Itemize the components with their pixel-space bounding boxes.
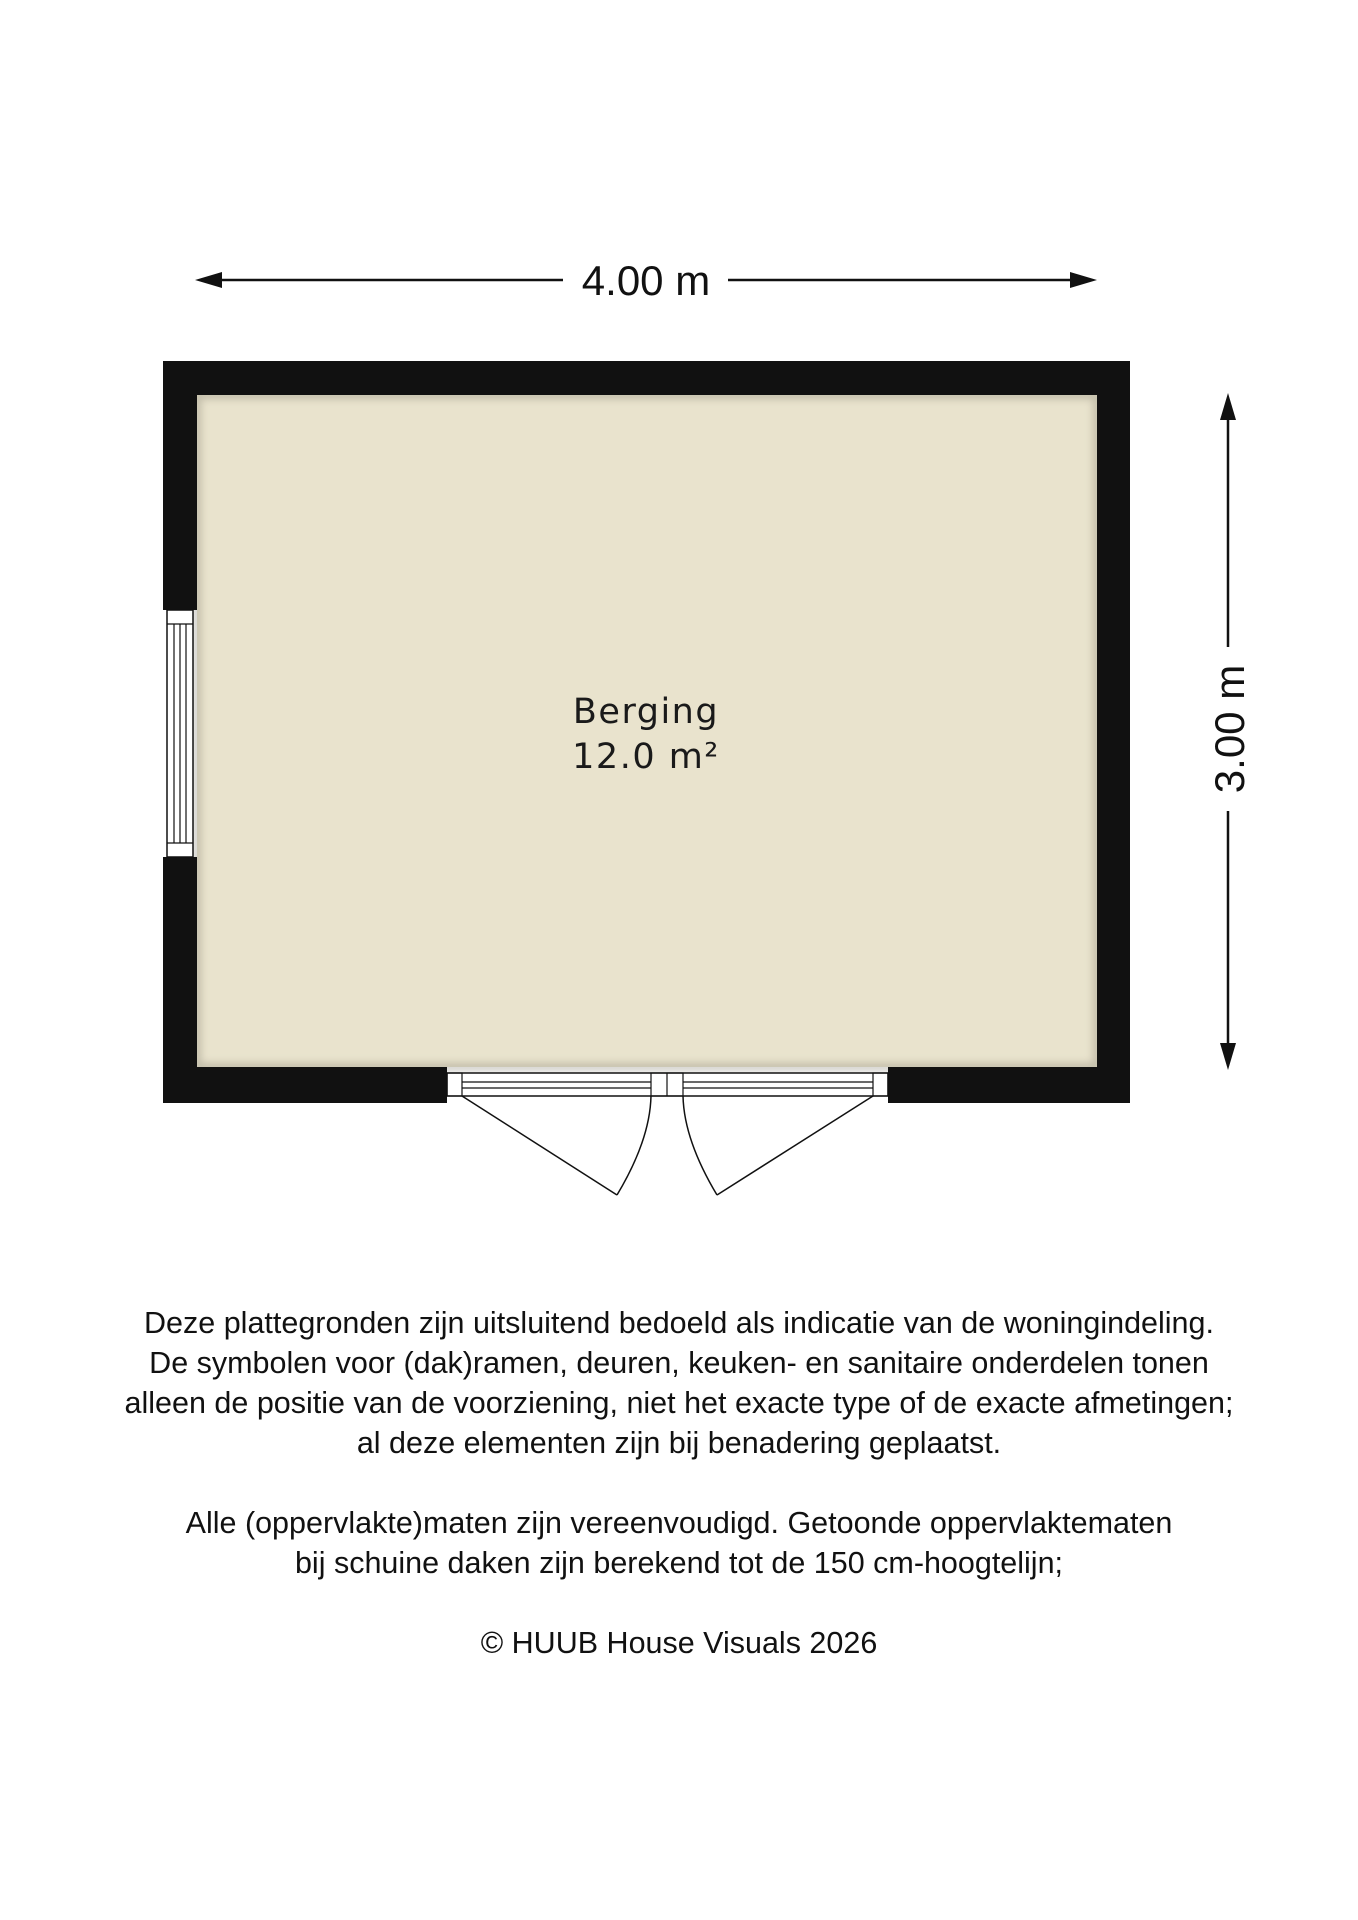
door-leaf-left bbox=[462, 1096, 617, 1195]
disclaimer-line: al deze elementen zijn bij benadering geplaatst. bbox=[356, 1426, 1002, 1460]
width-label: 4.00 m bbox=[581, 257, 711, 304]
door-swing-right bbox=[683, 1096, 717, 1195]
arrow-up-icon bbox=[1220, 393, 1236, 420]
wall-top bbox=[163, 361, 1130, 395]
arrow-left-icon bbox=[195, 272, 222, 288]
wall-bottom-right bbox=[888, 1067, 1130, 1103]
disclaimer-line: Alle (oppervlakte)maten zijn vereenvoudigd. Getoonde oppervlaktematen bbox=[185, 1506, 1173, 1540]
disclaimer-line: De symbolen voor (dak)ramen, deuren, keuken- en sanitaire onderdelen tonen bbox=[149, 1346, 1209, 1380]
height-dimension bbox=[1206, 393, 1253, 1070]
wall-bottom-left bbox=[163, 1067, 447, 1103]
room-area: 12.0 m² bbox=[572, 737, 720, 777]
copyright: © HUUB House Visuals 2026 bbox=[480, 1626, 878, 1660]
double-door bbox=[447, 1073, 888, 1195]
width-dimension bbox=[195, 257, 1097, 304]
wall-left-lower bbox=[163, 857, 197, 1103]
door-swing-left bbox=[617, 1096, 651, 1195]
room-name: Berging bbox=[572, 692, 720, 732]
disclaimer-line: Deze plattegronden zijn uitsluitend bedoeld als indicatie van de woningindeling. bbox=[144, 1306, 1214, 1340]
disclaimer bbox=[0, 1303, 1358, 1663]
disclaimer-line: alleen de positie van de voorziening, niet het exacte type of de exacte afmetingen; bbox=[124, 1386, 1234, 1420]
arrow-down-icon bbox=[1220, 1043, 1236, 1070]
disclaimer-line: bij schuine daken zijn berekend tot de 150 cm-hoogtelijn; bbox=[294, 1546, 1064, 1580]
arrow-right-icon bbox=[1070, 272, 1097, 288]
wall-left-upper bbox=[163, 361, 197, 610]
height-label: 3.00 m bbox=[1206, 664, 1253, 794]
window-left bbox=[167, 610, 193, 857]
door-leaf-right bbox=[717, 1096, 873, 1195]
wall-right bbox=[1097, 361, 1130, 1103]
